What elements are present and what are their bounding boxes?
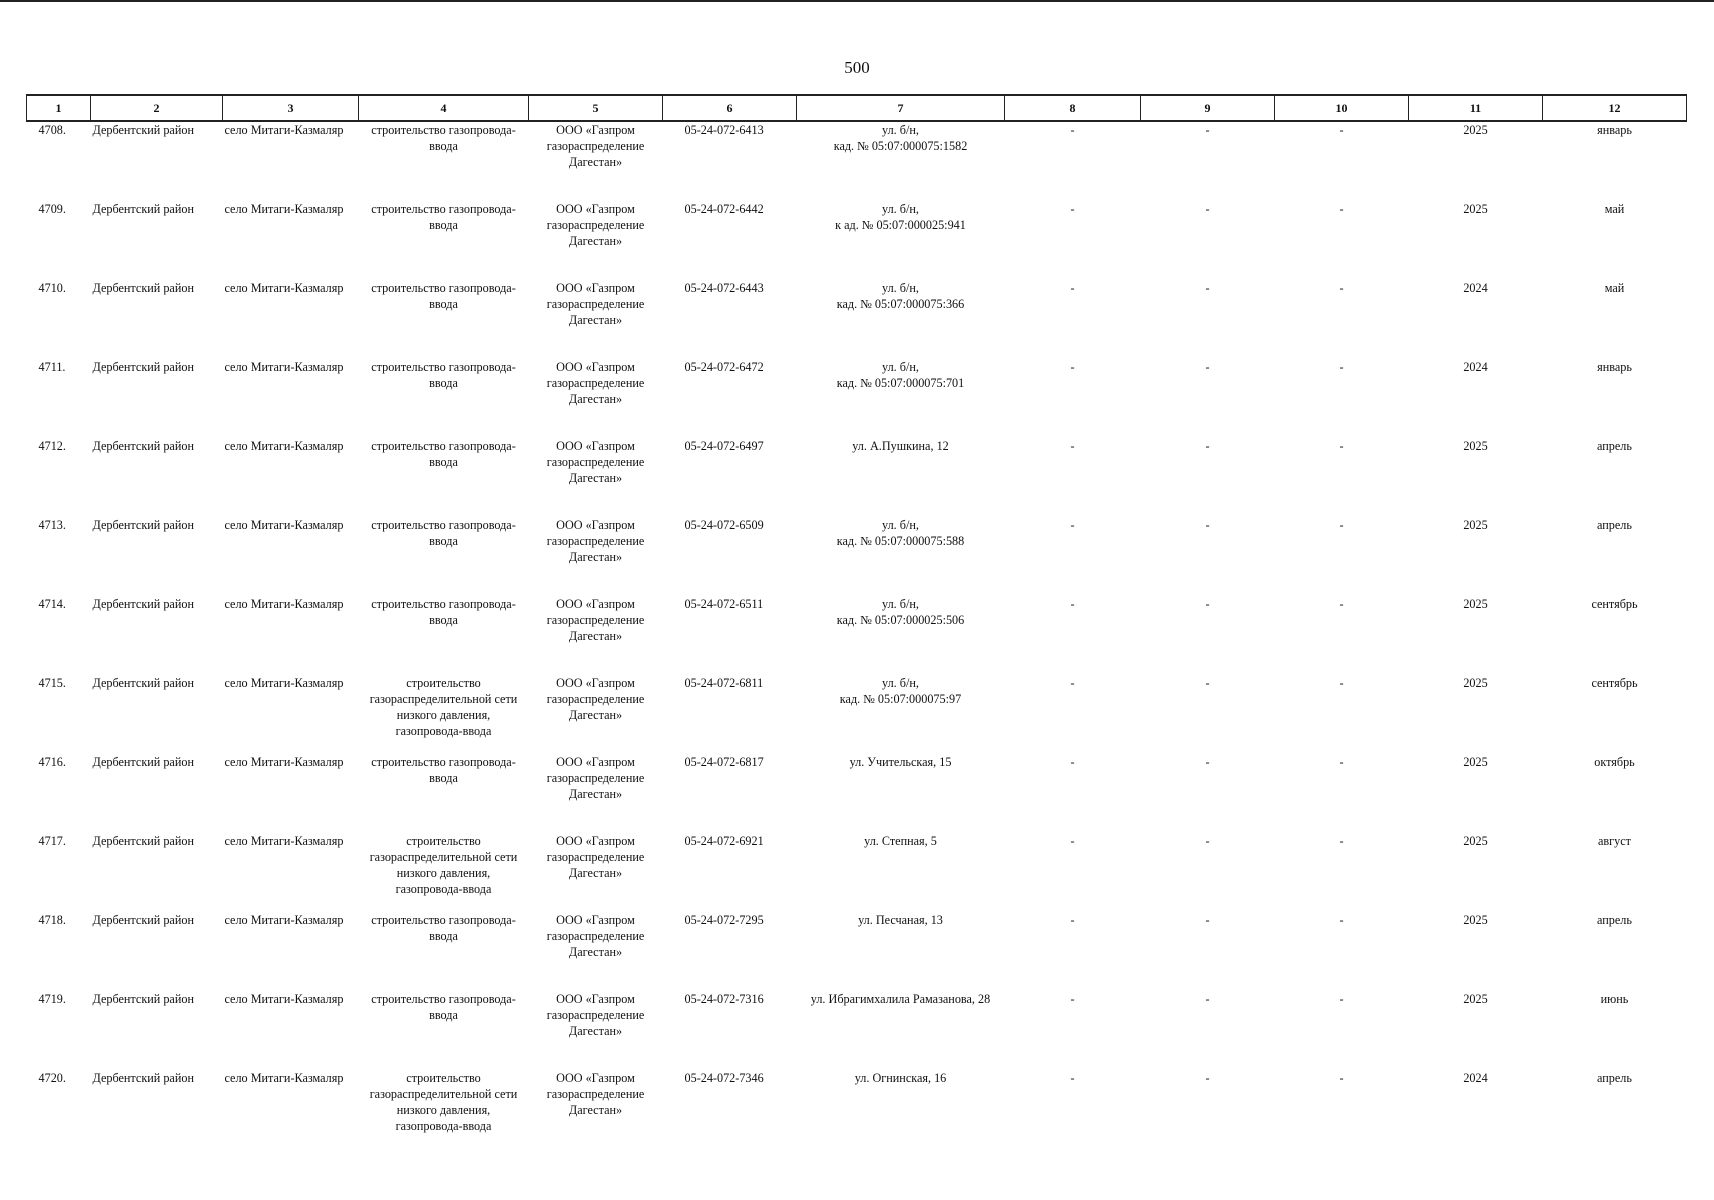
village-cell: село Митаги-Казмаляр — [224, 281, 344, 295]
month-cell: сентябрь — [1591, 676, 1638, 690]
district-cell: Дербентский район — [92, 597, 194, 611]
address-cell-line: кад. № 05:07:000025:506 — [836, 613, 965, 627]
organization-cell-line: газораспределение — [546, 929, 645, 943]
village-cell: село Митаги-Казмаляр — [224, 439, 344, 453]
column-8-cell: - — [1070, 992, 1075, 1006]
work-type-cell-line: ввода — [429, 534, 458, 548]
object-code-cell: 05-24-072-7316 — [684, 992, 764, 1006]
month-cell: сентябрь — [1591, 597, 1638, 611]
organization-cell-line: ООО «Газпром — [556, 360, 635, 374]
object-code-cell: 05-24-072-7346 — [684, 1071, 764, 1085]
column-9-cell: - — [1205, 123, 1210, 137]
column-10-cell: - — [1339, 834, 1344, 848]
district-cell: Дербентский район — [92, 992, 194, 1006]
column-8-cell: - — [1070, 281, 1075, 295]
work-type-cell-line: строительство — [406, 676, 481, 690]
column-header-4: 4 — [359, 95, 529, 121]
organization-cell-line: газораспределение — [546, 218, 645, 232]
address-cell-line: к ад. № 05:07:000025:941 — [835, 218, 966, 232]
organization-cell — [529, 912, 663, 991]
object-code-cell: 05-24-072-6413 — [684, 123, 764, 137]
work-type-cell-line: ввода — [429, 297, 458, 311]
address-cell-line: ул. Песчаная, 13 — [858, 913, 943, 927]
column-9-cell: - — [1205, 281, 1210, 295]
work-type-cell-line: строительство — [406, 834, 481, 848]
month-cell: январь — [1597, 360, 1632, 374]
organization-cell — [529, 1070, 663, 1149]
organization-cell-line: газораспределение — [546, 297, 645, 311]
year-cell: 2025 — [1463, 518, 1488, 532]
work-type-cell-line: газораспределительной сети — [369, 850, 518, 864]
column-header-3: 3 — [223, 95, 359, 121]
organization-cell-line: газораспределение — [546, 1008, 645, 1022]
organization-cell-line: Дагестан» — [568, 629, 623, 643]
address-cell — [797, 517, 1005, 596]
table-row — [27, 675, 1687, 754]
table-row — [27, 754, 1687, 833]
row-number: 4709. — [38, 202, 66, 216]
address-cell — [797, 991, 1005, 1070]
organization-cell-line: газораспределение — [546, 139, 645, 153]
row-number: 4710. — [38, 281, 66, 295]
table-row — [27, 1070, 1687, 1149]
object-code-cell: 05-24-072-6811 — [684, 676, 764, 690]
organization-cell — [529, 991, 663, 1070]
year-cell: 2025 — [1463, 755, 1488, 769]
organization-cell-line: газораспределение — [546, 534, 645, 548]
work-type-cell-line: низкого давления, — [396, 866, 491, 880]
column-8-cell: - — [1070, 913, 1075, 927]
address-cell-line: ул. б/н, — [882, 676, 919, 690]
year-cell: 2025 — [1463, 834, 1488, 848]
organization-cell-line: ООО «Газпром — [556, 439, 635, 453]
top-rule — [0, 0, 1714, 2]
year-cell: 2024 — [1463, 281, 1488, 295]
month-cell: май — [1604, 281, 1625, 295]
district-cell: Дербентский район — [92, 202, 194, 216]
table-row — [27, 201, 1687, 280]
organization-cell-line: ООО «Газпром — [556, 281, 635, 295]
object-code-cell: 05-24-072-6921 — [684, 834, 764, 848]
month-cell: октябрь — [1594, 755, 1635, 769]
organization-cell — [529, 121, 663, 201]
organization-cell-line: Дагестан» — [568, 471, 623, 485]
work-type-cell-line: ввода — [429, 376, 458, 390]
address-cell — [797, 201, 1005, 280]
work-type-cell-line: ввода — [429, 613, 458, 627]
organization-cell — [529, 596, 663, 675]
organization-cell — [529, 833, 663, 912]
organization-cell-line: Дагестан» — [568, 787, 623, 801]
address-cell-line: ул. б/н, — [882, 281, 919, 295]
work-type-cell — [359, 912, 529, 991]
work-type-cell-line: ввода — [429, 218, 458, 232]
month-cell: апрель — [1597, 518, 1632, 532]
column-8-cell: - — [1070, 597, 1075, 611]
column-10-cell: - — [1339, 439, 1344, 453]
column-8-cell: - — [1070, 518, 1075, 532]
organization-cell — [529, 201, 663, 280]
column-8-cell: - — [1070, 1071, 1075, 1085]
work-type-cell-line: газопровода-ввода — [395, 724, 492, 738]
column-9-cell: - — [1205, 518, 1210, 532]
column-header-5: 5 — [529, 95, 663, 121]
column-header-7: 7 — [797, 95, 1005, 121]
organization-cell-line: газораспределение — [546, 771, 645, 785]
row-number: 4715. — [38, 676, 66, 690]
column-10-cell: - — [1339, 360, 1344, 374]
organization-cell-line: Дагестан» — [568, 866, 623, 880]
column-8-cell: - — [1070, 755, 1075, 769]
address-cell — [797, 754, 1005, 833]
district-cell: Дербентский район — [92, 439, 194, 453]
organization-cell-line: ООО «Газпром — [556, 597, 635, 611]
village-cell: село Митаги-Казмаляр — [224, 518, 344, 532]
address-cell-line: ул. Ибрагимхалила Рамазанова, 28 — [810, 992, 991, 1006]
village-cell: село Митаги-Казмаляр — [224, 834, 344, 848]
column-header-12: 12 — [1543, 95, 1687, 121]
month-cell: апрель — [1597, 439, 1632, 453]
row-number: 4716. — [38, 755, 66, 769]
column-9-cell: - — [1205, 439, 1210, 453]
object-code-cell: 05-24-072-6511 — [684, 597, 764, 611]
column-9-cell: - — [1205, 597, 1210, 611]
district-cell: Дербентский район — [92, 1071, 194, 1085]
work-type-cell-line: строительство газопровода- — [371, 755, 516, 769]
address-cell — [797, 912, 1005, 991]
work-type-cell-line: газораспределительной сети — [369, 692, 518, 706]
row-number: 4719. — [38, 992, 66, 1006]
object-code-cell: 05-24-072-6472 — [684, 360, 764, 374]
organization-cell-line: ООО «Газпром — [556, 913, 635, 927]
organization-cell — [529, 517, 663, 596]
object-code-cell: 05-24-072-6509 — [684, 518, 764, 532]
village-cell: село Митаги-Казмаляр — [224, 676, 344, 690]
table-header — [27, 95, 1687, 121]
column-header-11: 11 — [1409, 95, 1543, 121]
district-cell: Дербентский район — [92, 834, 194, 848]
village-cell: село Митаги-Казмаляр — [224, 992, 344, 1006]
column-9-cell: - — [1205, 360, 1210, 374]
organization-cell-line: ООО «Газпром — [556, 123, 635, 137]
year-cell: 2024 — [1463, 360, 1488, 374]
work-type-cell-line: ввода — [429, 455, 458, 469]
month-cell: август — [1598, 834, 1631, 848]
column-10-cell: - — [1339, 518, 1344, 532]
address-cell-line: ул. б/н, — [882, 597, 919, 611]
column-header-8: 8 — [1005, 95, 1141, 121]
row-number: 4720. — [38, 1071, 66, 1085]
row-number: 4718. — [38, 913, 66, 927]
column-9-cell: - — [1205, 202, 1210, 216]
column-10-cell: - — [1339, 755, 1344, 769]
organization-cell — [529, 754, 663, 833]
address-cell-line: ул. б/н, — [882, 202, 919, 216]
work-type-cell-line: газопровода-ввода — [395, 1119, 492, 1133]
organization-cell-line: ООО «Газпром — [556, 676, 635, 690]
organization-cell-line: газораспределение — [546, 455, 645, 469]
address-cell — [797, 596, 1005, 675]
organization-cell-line: Дагестан» — [568, 945, 623, 959]
work-type-cell-line: строительство газопровода- — [371, 281, 516, 295]
work-type-cell — [359, 991, 529, 1070]
address-cell — [797, 1070, 1005, 1149]
organization-cell-line: Дагестан» — [568, 313, 623, 327]
work-type-cell — [359, 280, 529, 359]
work-type-cell-line: строительство газопровода- — [371, 123, 516, 137]
work-type-cell-line: газораспределительной сети — [369, 1087, 518, 1101]
work-type-cell — [359, 1070, 529, 1149]
month-cell: май — [1604, 202, 1625, 216]
organization-cell-line: Дагестан» — [568, 708, 623, 722]
organization-cell-line: Дагестан» — [568, 234, 623, 248]
organization-cell — [529, 280, 663, 359]
column-9-cell: - — [1205, 755, 1210, 769]
table-row — [27, 991, 1687, 1070]
column-10-cell: - — [1339, 281, 1344, 295]
column-10-cell: - — [1339, 202, 1344, 216]
month-cell: январь — [1597, 123, 1632, 137]
address-cell — [797, 438, 1005, 517]
address-cell-line: кад. № 05:07:000075:366 — [836, 297, 965, 311]
address-cell-line: ул. Огнинская, 16 — [854, 1071, 947, 1085]
work-type-cell-line: низкого давления, — [396, 708, 491, 722]
address-cell-line: ул. б/н, — [882, 518, 919, 532]
address-cell-line: ул. б/н, — [882, 123, 919, 137]
table-body — [27, 121, 1687, 1149]
work-type-cell-line: ввода — [429, 929, 458, 943]
table-row — [27, 833, 1687, 912]
village-cell: село Митаги-Казмаляр — [224, 597, 344, 611]
address-cell — [797, 675, 1005, 754]
address-cell-line: кад. № 05:07:000075:97 — [839, 692, 962, 706]
work-type-cell — [359, 121, 529, 201]
district-cell: Дербентский район — [92, 123, 194, 137]
village-cell: село Митаги-Казмаляр — [224, 202, 344, 216]
year-cell: 2025 — [1463, 676, 1488, 690]
column-8-cell: - — [1070, 439, 1075, 453]
organization-cell — [529, 438, 663, 517]
district-cell: Дербентский район — [92, 755, 194, 769]
work-type-cell — [359, 201, 529, 280]
column-header-10: 10 — [1275, 95, 1409, 121]
column-8-cell: - — [1070, 834, 1075, 848]
column-9-cell: - — [1205, 913, 1210, 927]
year-cell: 2025 — [1463, 202, 1488, 216]
village-cell: село Митаги-Казмаляр — [224, 123, 344, 137]
column-10-cell: - — [1339, 1071, 1344, 1085]
village-cell: село Митаги-Казмаляр — [224, 755, 344, 769]
address-cell-line: кад. № 05:07:000075:1582 — [833, 139, 968, 153]
work-type-cell — [359, 754, 529, 833]
table-row — [27, 596, 1687, 675]
object-code-cell: 05-24-072-6817 — [684, 755, 764, 769]
column-10-cell: - — [1339, 913, 1344, 927]
year-cell: 2025 — [1463, 123, 1488, 137]
organization-cell-line: газораспределение — [546, 376, 645, 390]
column-header-2: 2 — [91, 95, 223, 121]
work-type-cell-line: строительство газопровода- — [371, 913, 516, 927]
district-cell: Дербентский район — [92, 360, 194, 374]
district-cell: Дербентский район — [92, 281, 194, 295]
year-cell: 2025 — [1463, 913, 1488, 927]
organization-cell-line: Дагестан» — [568, 1103, 623, 1117]
column-8-cell: - — [1070, 360, 1075, 374]
work-type-cell-line: низкого давления, — [396, 1103, 491, 1117]
column-9-cell: - — [1205, 676, 1210, 690]
page-number: 500 — [844, 58, 870, 77]
work-type-cell — [359, 596, 529, 675]
column-10-cell: - — [1339, 676, 1344, 690]
organization-cell — [529, 675, 663, 754]
organization-cell-line: ООО «Газпром — [556, 992, 635, 1006]
work-type-cell-line: строительство газопровода- — [371, 518, 516, 532]
year-cell: 2025 — [1463, 439, 1488, 453]
organization-cell-line: газораспределение — [546, 850, 645, 864]
address-cell-line: кад. № 05:07:000075:701 — [836, 376, 965, 390]
column-9-cell: - — [1205, 834, 1210, 848]
work-type-cell-line: ввода — [429, 139, 458, 153]
organization-cell-line: ООО «Газпром — [556, 518, 635, 532]
row-number: 4714. — [38, 597, 66, 611]
column-8-cell: - — [1070, 676, 1075, 690]
village-cell: село Митаги-Казмаляр — [224, 360, 344, 374]
address-cell — [797, 359, 1005, 438]
organization-cell-line: ООО «Газпром — [556, 202, 635, 216]
organization-cell-line: ООО «Газпром — [556, 1071, 635, 1085]
work-type-cell — [359, 517, 529, 596]
organization-cell-line: Дагестан» — [568, 1024, 623, 1038]
address-cell — [797, 280, 1005, 359]
work-type-cell-line: ввода — [429, 771, 458, 785]
year-cell: 2025 — [1463, 992, 1488, 1006]
column-10-cell: - — [1339, 597, 1344, 611]
district-cell: Дербентский район — [92, 518, 194, 532]
organization-cell-line: Дагестан» — [568, 392, 623, 406]
object-code-cell: 05-24-072-6497 — [684, 439, 764, 453]
work-type-cell — [359, 359, 529, 438]
table-row — [27, 438, 1687, 517]
month-cell: апрель — [1597, 1071, 1632, 1085]
work-type-cell-line: строительство газопровода- — [371, 202, 516, 216]
work-type-cell-line: строительство газопровода- — [371, 439, 516, 453]
district-cell: Дербентский район — [92, 913, 194, 927]
district-cell: Дербентский район — [92, 676, 194, 690]
work-type-cell-line: строительство газопровода- — [371, 360, 516, 374]
column-8-cell: - — [1070, 123, 1075, 137]
row-number: 4708. — [38, 123, 66, 137]
object-code-cell: 05-24-072-7295 — [684, 913, 764, 927]
object-code-cell: 05-24-072-6442 — [684, 202, 764, 216]
organization-cell-line: ООО «Газпром — [556, 755, 635, 769]
column-10-cell: - — [1339, 992, 1344, 1006]
object-code-cell: 05-24-072-6443 — [684, 281, 764, 295]
work-type-cell-line: ввода — [429, 1008, 458, 1022]
work-type-cell-line: газопровода-ввода — [395, 882, 492, 896]
address-cell-line: ул. Учительская, 15 — [849, 755, 952, 769]
address-cell — [797, 833, 1005, 912]
month-cell: июнь — [1600, 992, 1629, 1006]
work-type-cell — [359, 438, 529, 517]
column-8-cell: - — [1070, 202, 1075, 216]
work-type-cell-line: строительство газопровода- — [371, 992, 516, 1006]
column-header-9: 9 — [1141, 95, 1275, 121]
table-row — [27, 359, 1687, 438]
column-9-cell: - — [1205, 1071, 1210, 1085]
column-header-6: 6 — [663, 95, 797, 121]
table-row — [27, 912, 1687, 991]
address-cell-line: ул. Степная, 5 — [864, 834, 937, 848]
header-row — [27, 95, 1687, 121]
column-9-cell: - — [1205, 992, 1210, 1006]
organization-cell-line: газораспределение — [546, 1087, 645, 1101]
work-type-cell-line: строительство — [406, 1071, 481, 1085]
organization-cell-line: ООО «Газпром — [556, 834, 635, 848]
organization-cell-line: Дагестан» — [568, 155, 623, 169]
village-cell: село Митаги-Казмаляр — [224, 1071, 344, 1085]
column-10-cell: - — [1339, 123, 1344, 137]
address-cell-line: ул. А.Пушкина, 12 — [852, 439, 949, 453]
row-number: 4711. — [38, 360, 66, 374]
organization-cell-line: газораспределение — [546, 692, 645, 706]
year-cell: 2025 — [1463, 597, 1488, 611]
column-header-1: 1 — [27, 95, 91, 121]
row-number: 4713. — [38, 518, 66, 532]
village-cell: село Митаги-Казмаляр — [224, 913, 344, 927]
address-cell-line: ул. б/н, — [882, 360, 919, 374]
organization-cell-line: газораспределение — [546, 613, 645, 627]
table-row — [27, 517, 1687, 596]
work-type-cell — [359, 833, 529, 912]
address-cell — [797, 121, 1005, 201]
table-row — [27, 280, 1687, 359]
row-number: 4717. — [38, 834, 66, 848]
register-table — [26, 94, 1687, 1149]
month-cell: апрель — [1597, 913, 1632, 927]
organization-cell — [529, 359, 663, 438]
organization-cell-line: Дагестан» — [568, 550, 623, 564]
address-cell-line: кад. № 05:07:000075:588 — [836, 534, 965, 548]
work-type-cell — [359, 675, 529, 754]
row-number: 4712. — [38, 439, 66, 453]
work-type-cell-line: строительство газопровода- — [371, 597, 516, 611]
table-row — [27, 121, 1687, 201]
year-cell: 2024 — [1463, 1071, 1488, 1085]
